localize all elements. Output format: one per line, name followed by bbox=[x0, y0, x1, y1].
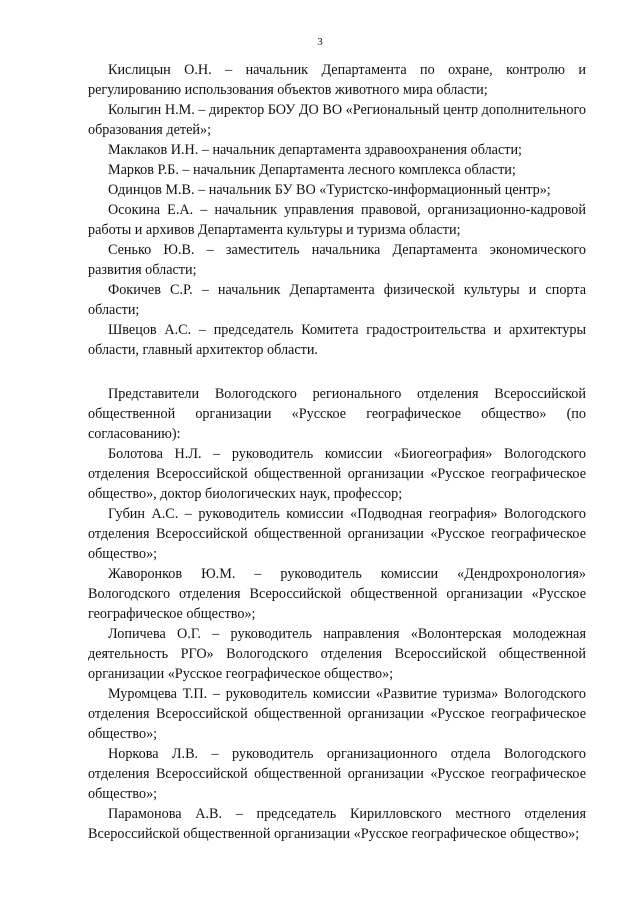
list-item: Болотова Н.Л. – руководитель комиссии «Биогеография» Вологодского отделения Всероссийской общественной организации «Русское географическое общество», доктор биологических наук, профессор; bbox=[88, 446, 586, 502]
list-item: Губин А.С. – руководитель комиссии «Подводная география» Вологодского отделения Всероссийской общественной организации «Русское географическое общество»; bbox=[88, 506, 586, 562]
section-intro: Представители Вологодского регионального отделения Всероссийской общественной организации «Русское географическое общество» (по согласованию): bbox=[88, 386, 586, 442]
page-number: 3 bbox=[317, 36, 323, 48]
list-item: Парамонова А.В. – председатель Кирилловского местного отделения Всероссийской общественной организации «Русское географическое общество»; bbox=[88, 806, 586, 842]
list-item: Колыгин Н.М. – директор БОУ ДО ВО «Региональный центр дополнительного образования детей»; bbox=[88, 102, 586, 138]
list-item: Фокичев С.Р. – начальник Департамента физической культуры и спорта области; bbox=[88, 282, 586, 318]
list-item: Норкова Л.В. – руководитель организационного отдела Вологодского отделения Всероссийской общественной организации «Русское географическое общество»; bbox=[88, 746, 586, 802]
list-item: Маклаков И.Н. – начальник департамента здравоохранения области; bbox=[108, 142, 522, 158]
list-item: Марков Р.Б. – начальник Департамента лесного комплекса области; bbox=[108, 162, 516, 178]
list-item: Одинцов М.В. – начальник БУ ВО «Туристско-информационный центр»; bbox=[108, 182, 551, 198]
list-item: Сенько Ю.В. – заместитель начальника Департамента экономического развития области; bbox=[88, 242, 586, 278]
list-item: Лопичева О.Г. – руководитель направления «Волонтерская молодежная деятельность РГО» Вологодского отделения Всероссийской общественной организации «Русское географическое общество»; bbox=[88, 626, 586, 682]
list-item: Муромцева Т.П. – руководитель комиссии «Развитие туризма» Вологодского отделения Всероссийской общественной организации «Русское географическое общество»; bbox=[88, 686, 586, 742]
list-item: Кислицын О.Н. – начальник Департамента по охране, контролю и регулированию использования объектов животного мира области; bbox=[88, 62, 586, 98]
list-item: Швецов А.С. – председатель Комитета градостроительства и архитектуры области, главный архитектор области. bbox=[88, 322, 586, 358]
section-gap bbox=[88, 360, 586, 384]
document-content bbox=[88, 0, 586, 844]
list-item: Жаворонков Ю.М. – руководитель комиссии «Дендрохронология» Вологодского отделения Всероссийской общественной организации «Русское географическое общество»; bbox=[88, 566, 586, 622]
list-item: Осокина Е.А. – начальник управления правовой, организационно-кадровой работы и архивов Департамента культуры и туризма области; bbox=[88, 202, 586, 238]
